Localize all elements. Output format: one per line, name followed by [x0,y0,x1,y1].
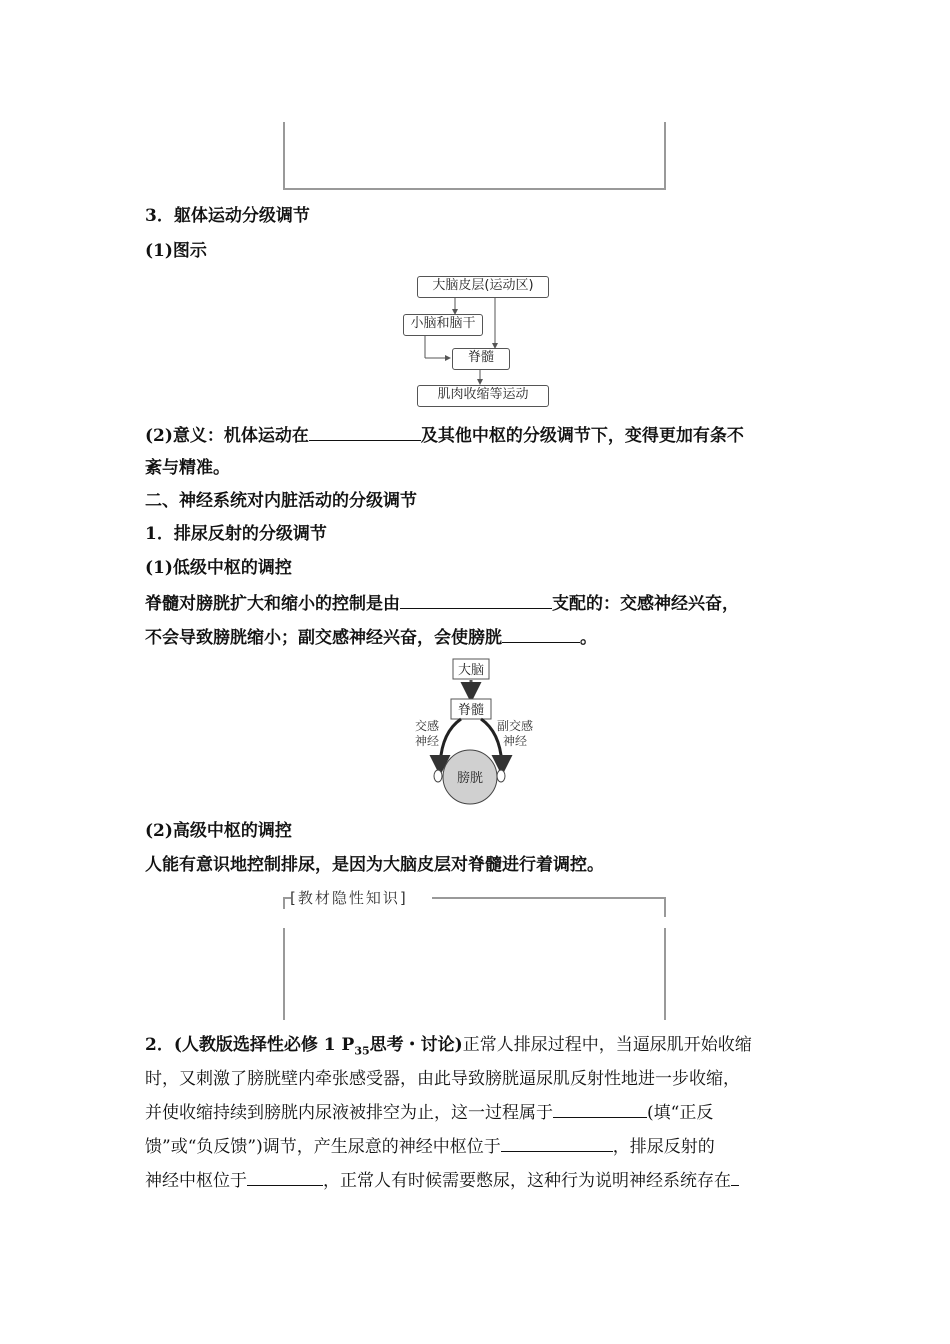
top-box-right-border [664,122,666,190]
question-text-1: 正常人排尿过程中，当逼尿肌开始收缩 [462,1035,752,1055]
top-box-bottom-border [283,188,666,190]
high-center-text: 人能有意识地控制排尿，是因为大脑皮层对脊髓进行着调控。 [145,855,604,875]
question-2-line5 [145,1169,739,1192]
question-source-a: (人教版选择性必修 1 P [173,1035,355,1055]
low-center-line1 [145,592,739,615]
item2-text-a: (2)意义：机体运动在 [145,426,309,446]
parasympathetic-label-2: 神经 [502,734,528,748]
question-text-4a: 馈”或“负反馈”)调节，产生尿意的神经中枢位于 [145,1137,501,1157]
question-text-3a: 并使收缩持续到膀胱内尿液被排空为止，这一过程属于 [145,1103,553,1123]
brain-label: 大脑 [457,663,485,678]
section-3-item-2-line1 [145,424,744,447]
high-center-title: (2)高级中枢的调控 [145,821,292,841]
low-text-d: 。 [580,628,597,648]
flow-box-spinal: 脊髓 [452,348,510,370]
question-2-line2: 时，又刺激了膀胱壁内牵张感受器，由此导致膀胱逼尿肌反射性地进一步收缩， [145,1069,740,1089]
answer-blank[interactable] [553,1101,647,1118]
parasympathetic-label-1: 副交感 [496,719,534,733]
bladder-diagram [395,655,555,815]
question-source-b: 思考・讨论) [369,1035,463,1055]
answer-blank[interactable] [501,1135,613,1152]
flow-box-cortex: 大脑皮层(运动区) [417,276,549,298]
answer-blank[interactable] [502,626,580,643]
flow-box-cerebellum: 小脑和脑干 [403,314,483,336]
top-box-left-border [283,122,285,190]
question-number: 2． [145,1035,174,1055]
question-2-line3 [145,1101,713,1124]
part-2-heading: 二、神经系统对内脏活动的分级调节 [145,491,417,511]
section-3-heading: 3．躯体运动分级调节 [145,206,310,226]
answer-blank[interactable] [400,592,552,609]
sympathetic-label-2: 神经 [414,734,440,748]
question-text-5b: ，正常人有时候需要憋尿，这种行为说明神经系统存在 [323,1171,731,1191]
low-text-b: 支配的：交感神经兴奋， [552,594,739,614]
sympathetic-label-1: 交感 [414,719,440,733]
section-3-item-1: (1)图示 [145,241,207,261]
question-2-line4 [145,1135,715,1158]
section-3-item-2-line2: 紊与精准。 [145,458,230,478]
low-text-c: 不会导致膀胱缩小；副交感神经兴奋，会使膀胱 [145,628,502,648]
low-center-title: (1)低级中枢的调控 [145,558,292,578]
question-text-3b: (填“正反 [647,1103,714,1123]
answer-blank[interactable] [247,1169,323,1186]
low-center-line2 [145,626,597,649]
item2-text-b: 及其他中枢的分级调节下，变得更加有条不 [420,426,744,446]
flow-box-muscle: 肌肉收缩等运动 [417,385,549,407]
question-2-line1 [145,1034,752,1062]
question-source-sub: 35 [354,1044,370,1058]
bladder-label: 膀胱 [456,771,484,786]
question-text-5a: 神经中枢位于 [145,1171,247,1191]
question-text-4b: ，排尿反射的 [612,1137,715,1157]
spinal-label: 脊髓 [457,703,485,718]
low-text-a: 脊髓对膀胱扩大和缩小的控制是由 [145,594,400,614]
part-2-sub-1: 1．排尿反射的分级调节 [145,524,327,544]
answer-blank[interactable] [309,424,421,441]
answer-blank[interactable] [731,1169,739,1186]
hidden-knowledge-label: [教材隐性知识] [290,889,408,907]
